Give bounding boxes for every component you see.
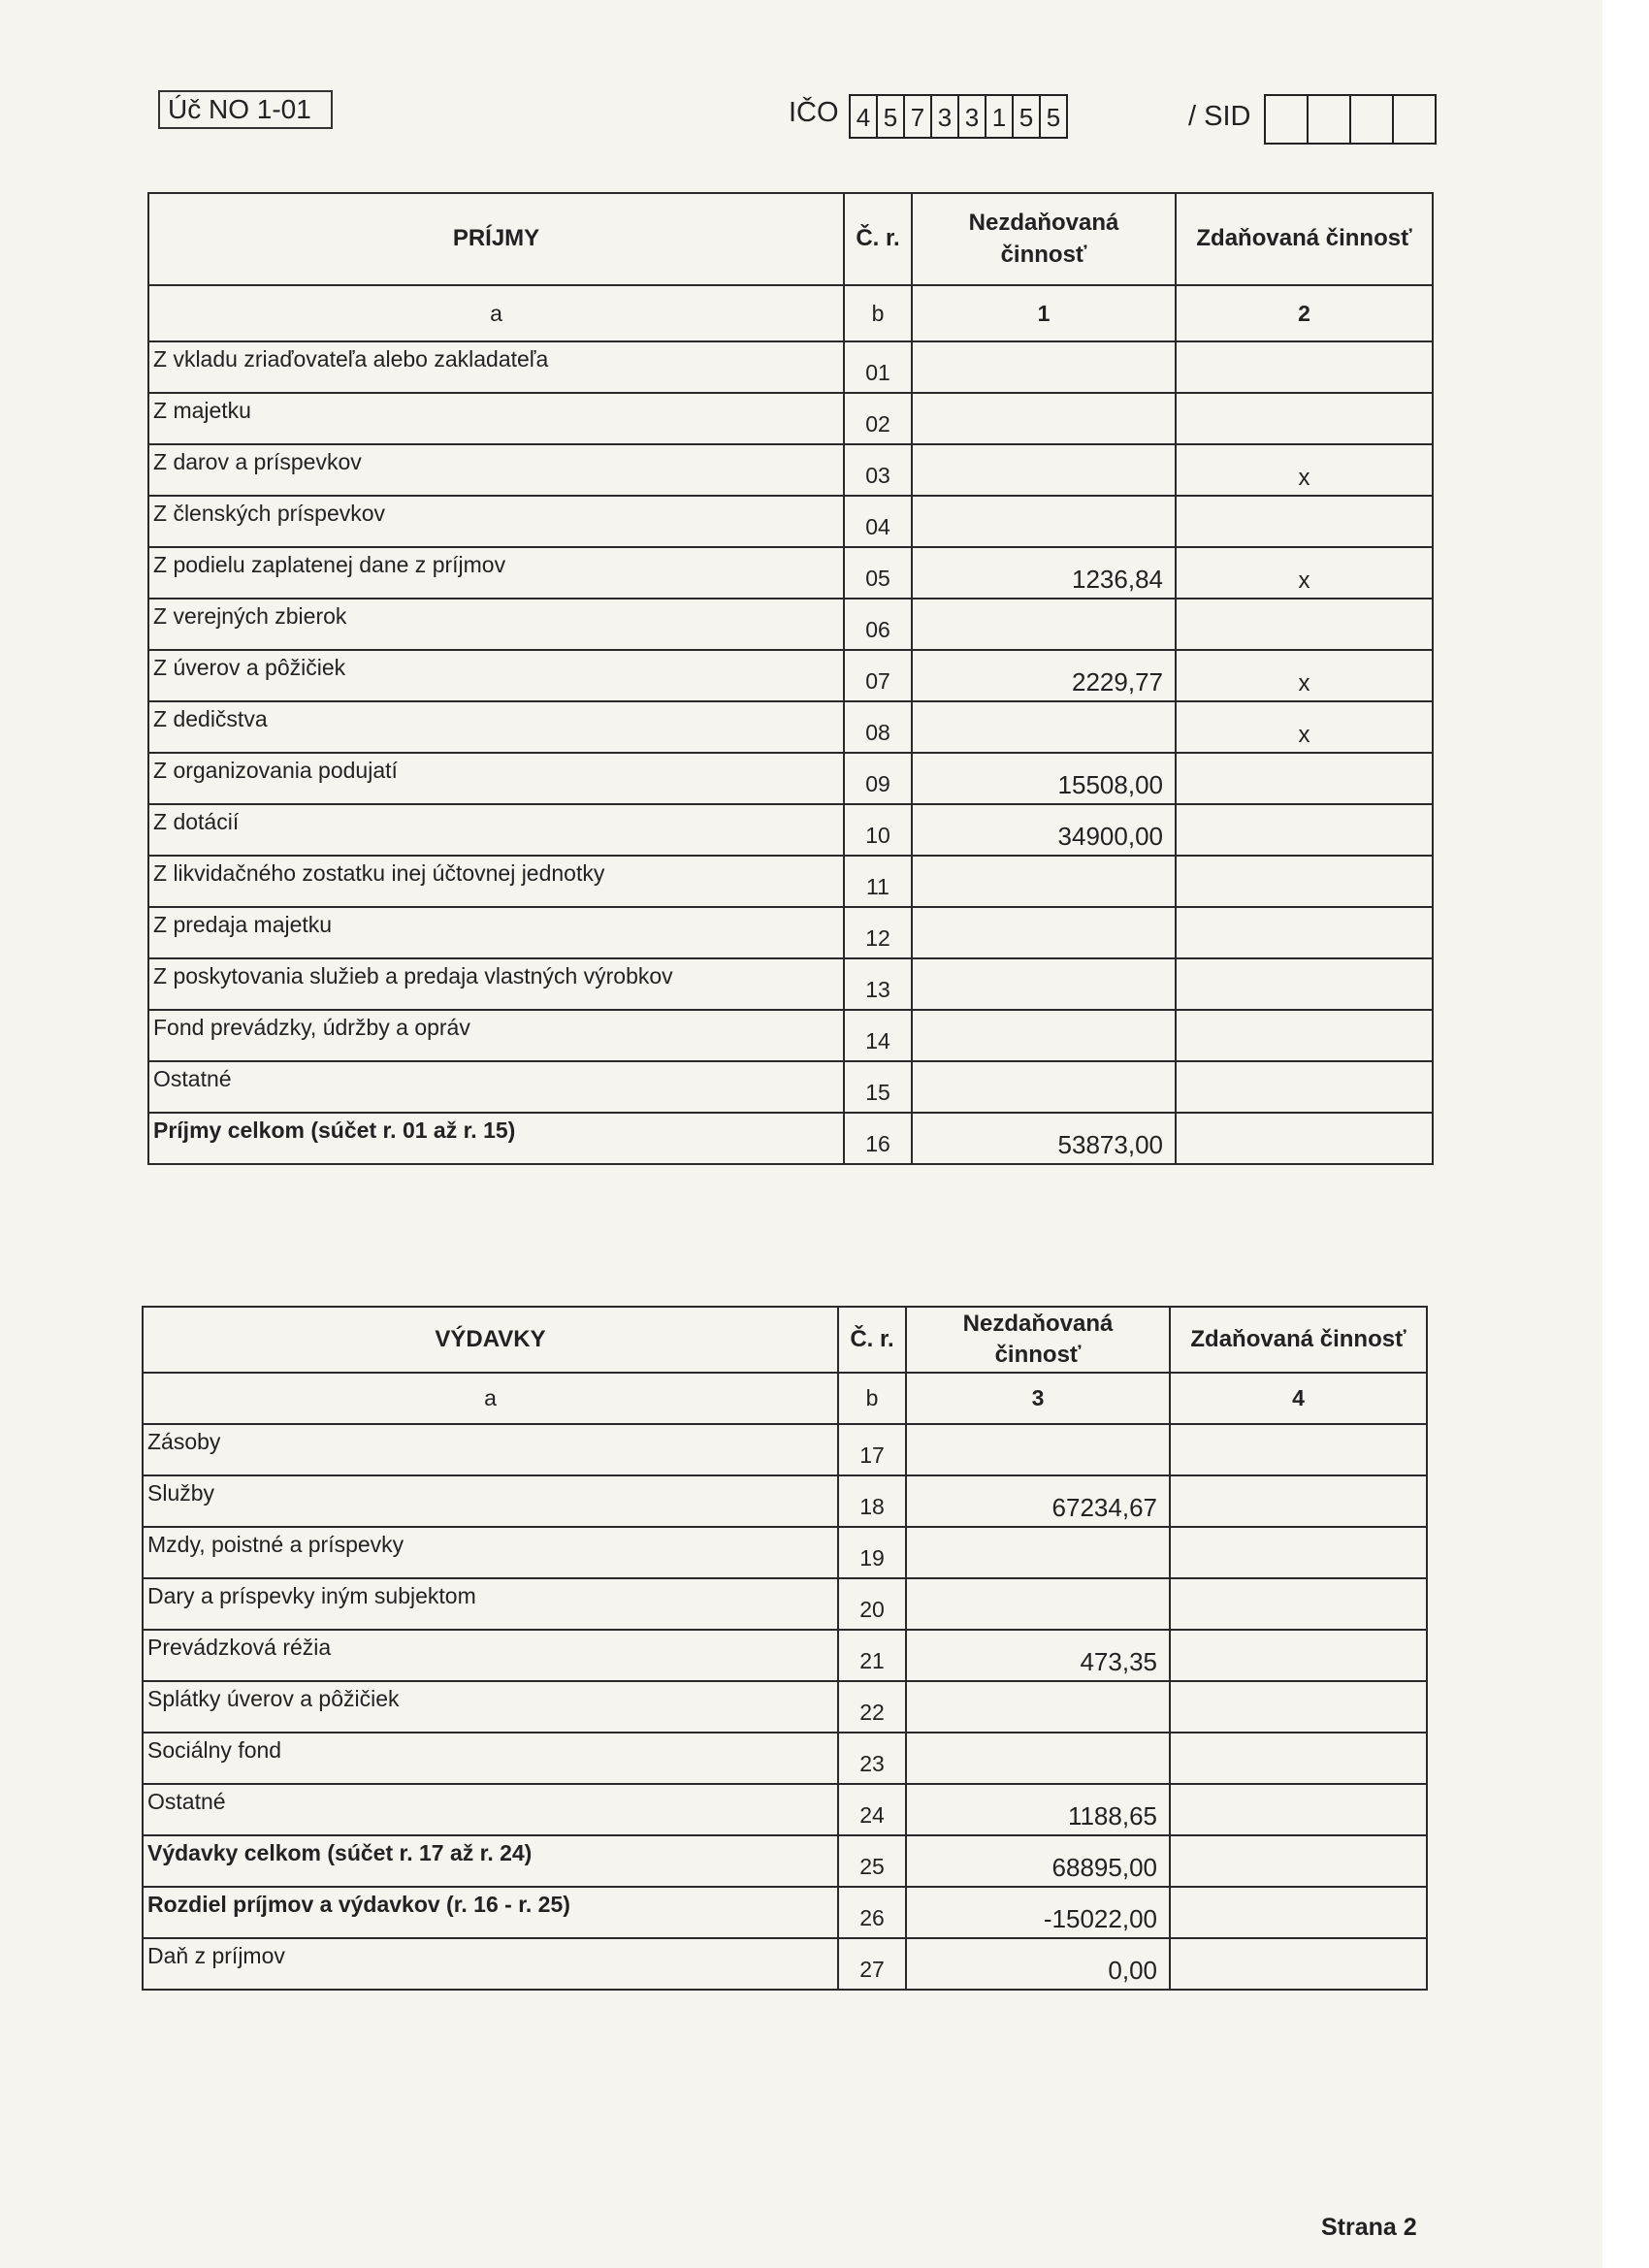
nontaxed-value bbox=[912, 1061, 1176, 1113]
nontaxed-value: 1188,65 bbox=[906, 1784, 1170, 1835]
ico-label: IČO bbox=[789, 97, 839, 128]
taxed-value bbox=[1170, 1424, 1427, 1475]
nontaxed-value bbox=[906, 1681, 1170, 1733]
table-row bbox=[143, 1630, 1427, 1681]
nontaxed-value bbox=[912, 341, 1176, 393]
column-id: a bbox=[148, 285, 844, 341]
row-label: Ostatné bbox=[148, 1061, 844, 1113]
form-code: Úč NO 1-01 bbox=[158, 90, 333, 129]
taxed-value bbox=[1176, 1061, 1433, 1113]
nontaxed-value bbox=[906, 1527, 1170, 1578]
nontaxed-header: Nezdaňovaná činnosť bbox=[912, 193, 1176, 285]
taxed-value bbox=[1176, 341, 1433, 393]
nontaxed-value bbox=[912, 393, 1176, 444]
table-row bbox=[148, 496, 1433, 547]
column-id: b bbox=[844, 285, 912, 341]
taxed-value bbox=[1170, 1630, 1427, 1681]
row-number: 16 bbox=[844, 1113, 912, 1164]
column-id: 4 bbox=[1170, 1373, 1427, 1424]
row-label: Z vkladu zriaďovateľa alebo zakladateľa bbox=[148, 341, 844, 393]
row-number: 26 bbox=[838, 1887, 906, 1938]
table-row bbox=[148, 1113, 1433, 1164]
table-row bbox=[143, 1784, 1427, 1835]
taxed-value bbox=[1176, 496, 1433, 547]
taxed-value bbox=[1170, 1784, 1427, 1835]
nontaxed-value: 473,35 bbox=[906, 1630, 1170, 1681]
taxed-header: Zdaňovaná činnosť bbox=[1170, 1307, 1427, 1373]
row-label: Fond prevádzky, údržby a opráv bbox=[148, 1010, 844, 1061]
income-title: PRÍJMY bbox=[148, 193, 844, 285]
row-label: Z poskytovania služieb a predaja vlastných výrobkov bbox=[148, 958, 844, 1010]
table-row bbox=[148, 650, 1433, 701]
expense-title: VÝDAVKY bbox=[143, 1307, 838, 1373]
nontaxed-value: 15508,00 bbox=[912, 753, 1176, 804]
row-number: 25 bbox=[838, 1835, 906, 1887]
row-label: Z podielu zaplatenej dane z príjmov bbox=[148, 547, 844, 599]
table-row bbox=[143, 1733, 1427, 1784]
row-label: Z členských príspevkov bbox=[148, 496, 844, 547]
sid-box bbox=[1266, 96, 1309, 143]
taxed-value bbox=[1176, 599, 1433, 650]
ico-digit: 5 bbox=[1046, 103, 1061, 132]
row-number: 17 bbox=[838, 1424, 906, 1475]
ico-digit: 1 bbox=[986, 96, 1014, 137]
taxed-value bbox=[1176, 907, 1433, 958]
column-id: 1 bbox=[912, 285, 1176, 341]
nontaxed-value: 0,00 bbox=[906, 1938, 1170, 1990]
nontaxed-value bbox=[912, 907, 1176, 958]
nontaxed-value: 67234,67 bbox=[906, 1475, 1170, 1527]
row-number: 07 bbox=[844, 650, 912, 701]
row-number: 20 bbox=[838, 1578, 906, 1630]
taxed-value bbox=[1176, 804, 1433, 856]
row-number: 14 bbox=[844, 1010, 912, 1061]
table-row bbox=[148, 393, 1433, 444]
row-number-header: Č. r. bbox=[838, 1307, 906, 1373]
row-label: Výdavky celkom (súčet r. 17 až r. 24) bbox=[143, 1835, 838, 1887]
nontaxed-value bbox=[912, 1010, 1176, 1061]
row-number: 01 bbox=[844, 341, 912, 393]
ico-digit: 3 bbox=[959, 96, 986, 137]
table-row bbox=[148, 1010, 1433, 1061]
sid-box bbox=[1309, 96, 1351, 143]
ico-digit: 5 bbox=[1014, 96, 1041, 137]
ico-digit: 5 bbox=[878, 96, 905, 137]
row-label: Z dedičstva bbox=[148, 701, 844, 753]
taxed-value bbox=[1170, 1527, 1427, 1578]
table-row bbox=[143, 1681, 1427, 1733]
row-number: 15 bbox=[844, 1061, 912, 1113]
row-number: 03 bbox=[844, 444, 912, 496]
income-rows bbox=[148, 341, 1433, 1164]
row-label: Mzdy, poistné a príspevky bbox=[143, 1527, 838, 1578]
nontaxed-value: 1236,84 bbox=[912, 547, 1176, 599]
taxed-value bbox=[1176, 393, 1433, 444]
table-row bbox=[143, 1424, 1427, 1475]
row-label: Z likvidačného zostatku inej účtovnej jednotky bbox=[148, 856, 844, 907]
table-row bbox=[148, 958, 1433, 1010]
row-number: 09 bbox=[844, 753, 912, 804]
table-row bbox=[148, 547, 1433, 599]
taxed-value bbox=[1170, 1733, 1427, 1784]
row-number: 06 bbox=[844, 599, 912, 650]
nontaxed-value: -15022,00 bbox=[906, 1887, 1170, 1938]
row-label: Rozdiel príjmov a výdavkov (r. 16 - r. 25) bbox=[143, 1887, 838, 1938]
row-number: 05 bbox=[844, 547, 912, 599]
row-number: 12 bbox=[844, 907, 912, 958]
page-edge bbox=[1602, 0, 1649, 2268]
page-number: Strana 2 bbox=[1321, 2214, 1417, 2241]
nontaxed-value bbox=[912, 958, 1176, 1010]
table-row bbox=[148, 856, 1433, 907]
table-row bbox=[148, 599, 1433, 650]
expense-rows bbox=[143, 1424, 1427, 1990]
table-row bbox=[143, 1527, 1427, 1578]
column-id: 2 bbox=[1176, 285, 1433, 341]
sid-label: / SID bbox=[1188, 101, 1251, 132]
row-number: 08 bbox=[844, 701, 912, 753]
column-id: 3 bbox=[906, 1373, 1170, 1424]
taxed-value: x bbox=[1176, 650, 1433, 701]
row-number: 27 bbox=[838, 1938, 906, 1990]
taxed-value bbox=[1176, 856, 1433, 907]
table-row bbox=[143, 1578, 1427, 1630]
row-label: Služby bbox=[143, 1475, 838, 1527]
row-label: Daň z príjmov bbox=[143, 1938, 838, 1990]
table-row bbox=[148, 701, 1433, 753]
taxed-value bbox=[1170, 1938, 1427, 1990]
row-number: 21 bbox=[838, 1630, 906, 1681]
taxed-value bbox=[1170, 1835, 1427, 1887]
taxed-value bbox=[1170, 1475, 1427, 1527]
table-row bbox=[148, 341, 1433, 393]
sid-boxes bbox=[1264, 94, 1437, 145]
row-label: Z organizovania podujatí bbox=[148, 753, 844, 804]
row-label: Príjmy celkom (súčet r. 01 až r. 15) bbox=[148, 1113, 844, 1164]
column-id: a bbox=[143, 1373, 838, 1424]
taxed-value bbox=[1170, 1681, 1427, 1733]
row-number: 10 bbox=[844, 804, 912, 856]
table-row bbox=[148, 907, 1433, 958]
nontaxed-value bbox=[912, 701, 1176, 753]
taxed-value: x bbox=[1176, 701, 1433, 753]
nontaxed-value bbox=[906, 1578, 1170, 1630]
nontaxed-value: 34900,00 bbox=[912, 804, 1176, 856]
nontaxed-header: Nezdaňovaná činnosť bbox=[906, 1307, 1170, 1373]
nontaxed-value bbox=[906, 1424, 1170, 1475]
ico-digit: 7 bbox=[905, 96, 932, 137]
sid-box bbox=[1351, 96, 1394, 143]
sid-box bbox=[1394, 96, 1435, 143]
row-number: 13 bbox=[844, 958, 912, 1010]
row-label: Dary a príspevky iným subjektom bbox=[143, 1578, 838, 1630]
taxed-value bbox=[1170, 1578, 1427, 1630]
row-label: Z úverov a pôžičiek bbox=[148, 650, 844, 701]
taxed-value bbox=[1176, 753, 1433, 804]
row-number: 18 bbox=[838, 1475, 906, 1527]
taxed-value bbox=[1176, 1113, 1433, 1164]
row-label: Sociálny fond bbox=[143, 1733, 838, 1784]
nontaxed-value bbox=[906, 1733, 1170, 1784]
ico-digit: 4 bbox=[851, 96, 878, 137]
nontaxed-value bbox=[912, 599, 1176, 650]
table-row bbox=[143, 1835, 1427, 1887]
row-number-header: Č. r. bbox=[844, 193, 912, 285]
taxed-header: Zdaňovaná činnosť bbox=[1176, 193, 1433, 285]
row-label: Prevádzková réžia bbox=[143, 1630, 838, 1681]
ico-digit: 3 bbox=[932, 96, 959, 137]
column-id: b bbox=[838, 1373, 906, 1424]
taxed-value: x bbox=[1176, 547, 1433, 599]
row-label: Z majetku bbox=[148, 393, 844, 444]
row-label: Z verejných zbierok bbox=[148, 599, 844, 650]
row-label: Zásoby bbox=[143, 1424, 838, 1475]
ico-digit-boxes bbox=[849, 94, 1068, 139]
table-row bbox=[143, 1475, 1427, 1527]
taxed-value bbox=[1176, 958, 1433, 1010]
nontaxed-value: 53873,00 bbox=[912, 1113, 1176, 1164]
nontaxed-value bbox=[912, 496, 1176, 547]
table-row bbox=[148, 753, 1433, 804]
row-label: Splátky úverov a pôžičiek bbox=[143, 1681, 838, 1733]
row-label: Z predaja majetku bbox=[148, 907, 844, 958]
taxed-value bbox=[1170, 1887, 1427, 1938]
table-row bbox=[143, 1887, 1427, 1938]
table-row bbox=[148, 1061, 1433, 1113]
nontaxed-value: 2229,77 bbox=[912, 650, 1176, 701]
taxed-value: x bbox=[1176, 444, 1433, 496]
expense-table bbox=[142, 1306, 1428, 1991]
row-label: Z darov a príspevkov bbox=[148, 444, 844, 496]
row-number: 11 bbox=[844, 856, 912, 907]
taxed-value bbox=[1176, 1010, 1433, 1061]
row-number: 04 bbox=[844, 496, 912, 547]
row-label: Ostatné bbox=[143, 1784, 838, 1835]
table-row bbox=[148, 804, 1433, 856]
row-number: 23 bbox=[838, 1733, 906, 1784]
row-label: Z dotácií bbox=[148, 804, 844, 856]
row-number: 19 bbox=[838, 1527, 906, 1578]
row-number: 22 bbox=[838, 1681, 906, 1733]
nontaxed-value bbox=[912, 856, 1176, 907]
table-row bbox=[143, 1938, 1427, 1990]
row-number: 24 bbox=[838, 1784, 906, 1835]
income-table bbox=[147, 192, 1434, 1165]
nontaxed-value bbox=[912, 444, 1176, 496]
nontaxed-value: 68895,00 bbox=[906, 1835, 1170, 1887]
row-number: 02 bbox=[844, 393, 912, 444]
table-row bbox=[148, 444, 1433, 496]
